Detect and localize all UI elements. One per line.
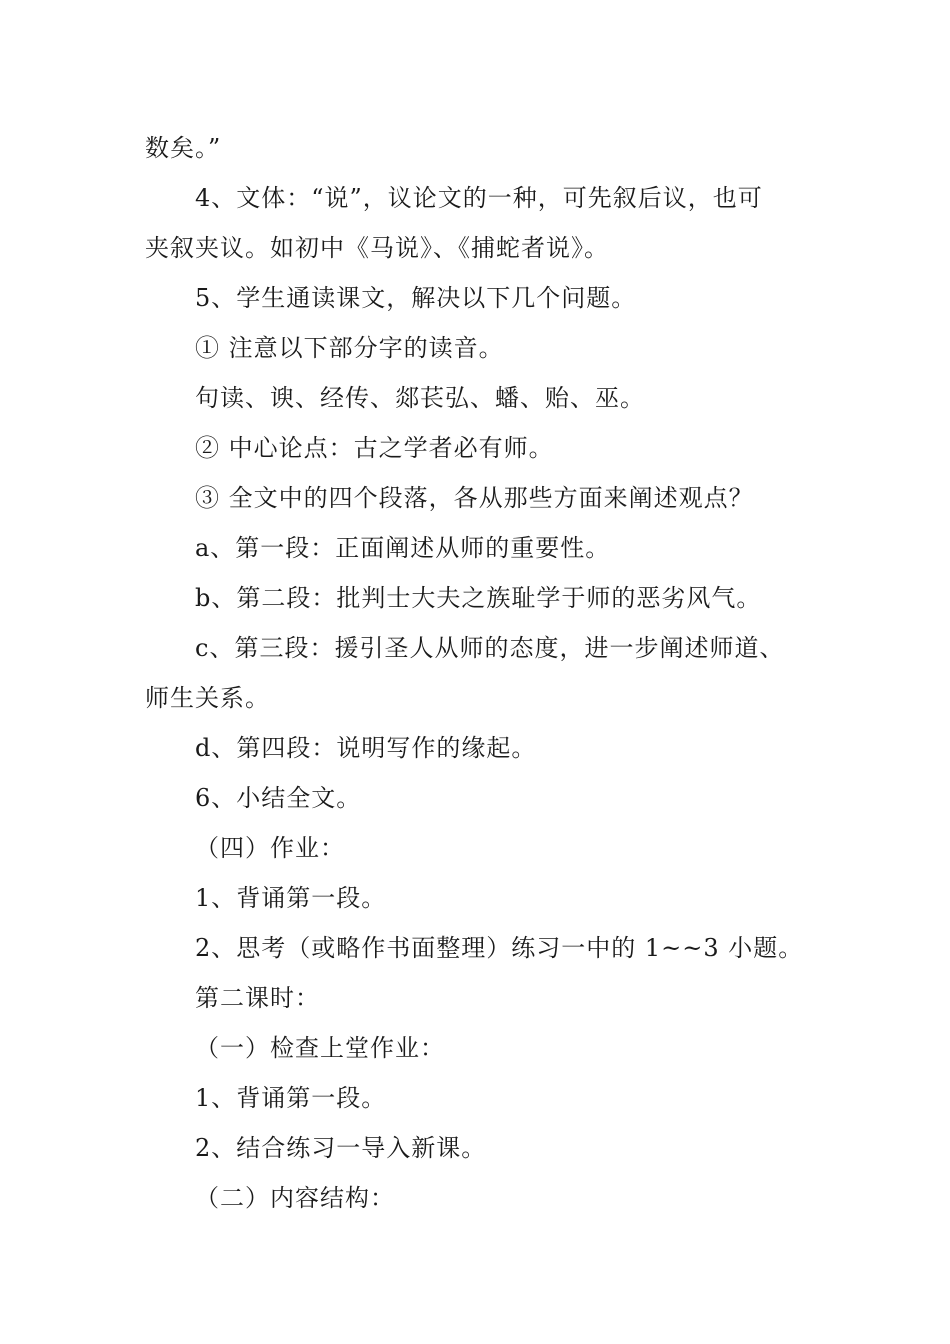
text-line: 4、文体：“说”，议论文的一种，可先叙后议，也可 [195,184,763,212]
section-heading: （四）作业： [195,834,345,862]
text-line: 1、背诵第一段。 [195,1084,387,1112]
text-line: 1、背诵第一段。 [195,884,387,912]
text-line: ① 注意以下部分字的读音。 [195,334,504,362]
text-line: 2、思考（或略作书面整理）练习一中的 1~~3 小题。 [195,934,804,962]
text-line: 夹叙夹议。如初中《马说》、《捕蛇者说》。 [145,234,609,262]
text-line: 6、小结全文。 [195,784,362,812]
text-line: 5、学生通读课文，解决以下几个问题。 [195,284,637,312]
text-line: b、第二段：批判士大夫之族耻学于师的恶劣风气。 [195,584,762,612]
text-line: ② 中心论点：古之学者必有师。 [195,434,554,462]
text-line: ③ 全文中的四个段落，各从那些方面来阐述观点？ [195,484,754,512]
text-line: d、第四段：说明写作的缘起。 [195,734,537,762]
text-line: a、第一段：正面阐述从师的重要性。 [195,534,611,562]
text-line: 数矣。” [145,134,222,162]
text-line: 2、结合练习一导入新课。 [195,1134,487,1162]
section-heading: （一）检查上堂作业： [195,1034,445,1062]
section-heading: （二）内容结构： [195,1184,395,1212]
text-line: c、第三段：援引圣人从师的态度，进一步阐述师道、 [195,634,785,662]
text-line: 师生关系。 [145,684,270,712]
text-line: 句读、谀、经传、郯苌弘、蟠、贻、巫。 [195,384,645,412]
section-heading: 第二课时： [195,984,320,1012]
